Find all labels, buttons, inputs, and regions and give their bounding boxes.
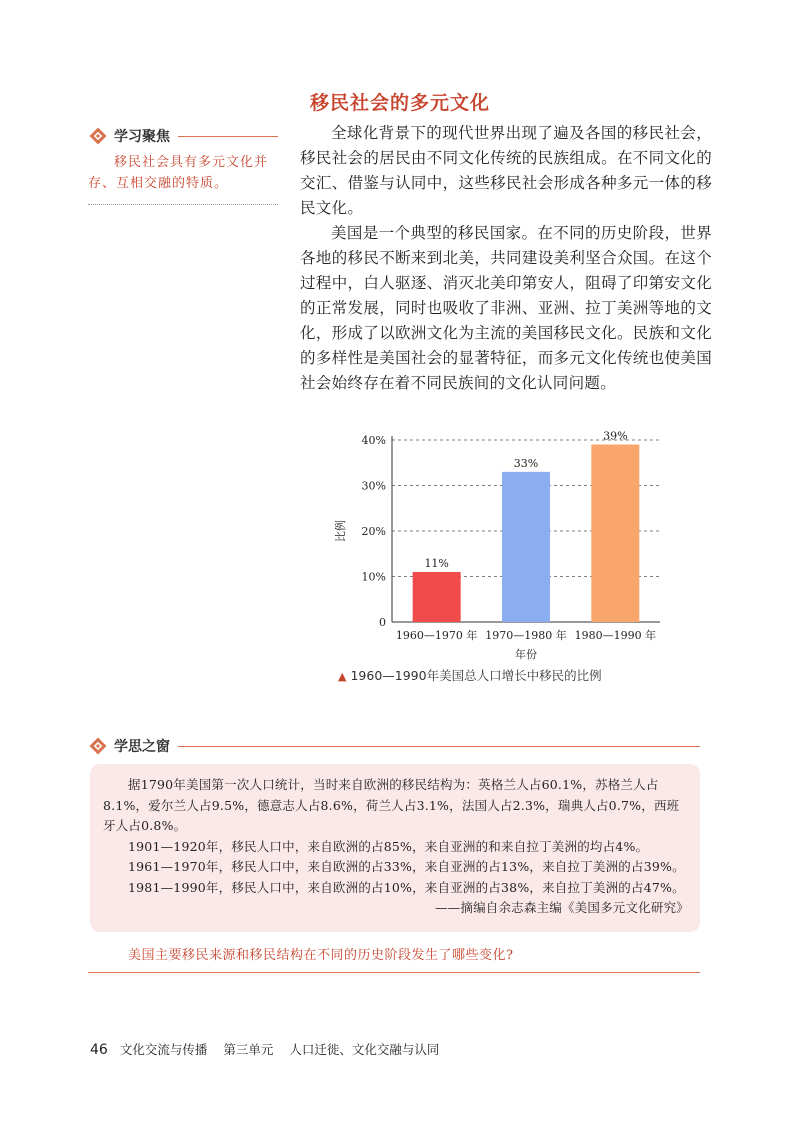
y-tick-label: 30% [361,479,386,493]
body-text [300,121,712,396]
thinking-window-header [88,734,700,758]
dotted-divider [88,204,278,205]
diamond-badge-icon [88,126,108,146]
unit-title: 人口迁徙、文化交融与认同 [289,1042,440,1057]
page-number: 46 [90,1042,108,1058]
bar-value-label: 33% [513,456,539,470]
y-tick-label: 20% [361,525,386,538]
window-paragraph: 据1790年美国第一次人口统计，当时来自欧洲的移民结构为：英格兰人占60.1%，苏格兰人占8.1%，爱尔兰人占9.5%，德意志人占8.6%，荷兰人占3.1%，法国人占2.3%，瑞典人占0.7%，西班牙人占0.8%。 [103,777,680,833]
x-axis-title: 年份 [515,648,537,661]
y-tick-label: 10% [361,570,386,584]
chart-caption [338,666,602,684]
immigration-bar-chart [330,418,670,663]
source-citation: ——摘编自余志森主编《美国多元文化研究》 [434,900,689,915]
bar-value-label: 39% [603,429,628,443]
header-rule [178,746,700,747]
body-paragraph: 美国是一个典型的移民国家。在不同的历史阶段，世界各地的移民不断来到北美，共同建设美利坚合众国。在这个过程中，白人驱逐、消灭北美印第安人，阻碍了印第安文化的正常发展，同时也吸收了非洲、亚洲、拉丁美洲等地的文化，形成了以欧洲文化为主流的美国移民文化。民族和文化的多样性是美国社会的显著特征，而多元文化传统也使美国社会始终存在着不同民族间的文化认同问题。 [300,224,712,392]
unit-number: 第三单元 [223,1042,274,1057]
y-tick-label: 40% [361,434,386,447]
y-tick-label: 0 [379,616,386,629]
learning-focus-header [88,124,278,148]
page-footer [90,1040,439,1058]
window-paragraph: 1981—1990年，移民人口中，来自欧洲的占10%，来自亚洲的占38%，来自拉丁美洲的占47%。 [128,879,685,895]
section-title: 移民社会的多元文化 [309,92,490,114]
learning-focus-label: 学习聚焦 [114,129,170,145]
x-tick-label: 1960—1970 年 [395,629,478,642]
book-title: 文化交流与传播 [119,1042,208,1057]
x-tick-label: 1970—1980 年 [485,629,567,642]
window-paragraph: 1961—1970年，移民人口中，来自欧洲的占33%，来自亚洲的占13%，来自拉丁美洲的占39%。 [128,859,685,874]
thinking-window-text [103,775,689,919]
header-rule [178,136,278,137]
discussion-question: 美国主要移民来源和移民结构在不同的历史阶段发生了哪些变化? [128,948,514,963]
bar [591,445,639,622]
diamond-badge-icon [88,736,108,756]
triangle-icon: ▲ [338,670,347,683]
bottom-rule [88,972,700,973]
body-paragraph: 全球化背景下的现代世界出现了遍及各国的移民社会，移民社会的居民由不同文化传统的民族组成。在不同文化的交汇、借鉴与认同中，这些移民社会形成各种多元一体的移民文化。 [300,124,712,217]
x-tick-label: 1980—1990 年 [574,629,657,642]
bar [413,572,461,622]
window-paragraph: 1901—1920年，移民人口中，来自欧洲的占85%，来自亚洲的和来自拉丁美洲的均占4%。 [128,838,649,854]
bar [502,472,550,622]
chart-caption-text: 1960—1990年美国总人口增长中移民的比例 [350,668,602,683]
learning-focus-box [88,124,278,205]
thinking-window-label: 学思之窗 [114,739,170,755]
bar-value-label: 11% [424,556,449,570]
learning-focus-text: 移民社会具有多元文化并存、互相交融的特质。 [88,155,269,191]
y-axis-title: 比例 [334,520,347,542]
